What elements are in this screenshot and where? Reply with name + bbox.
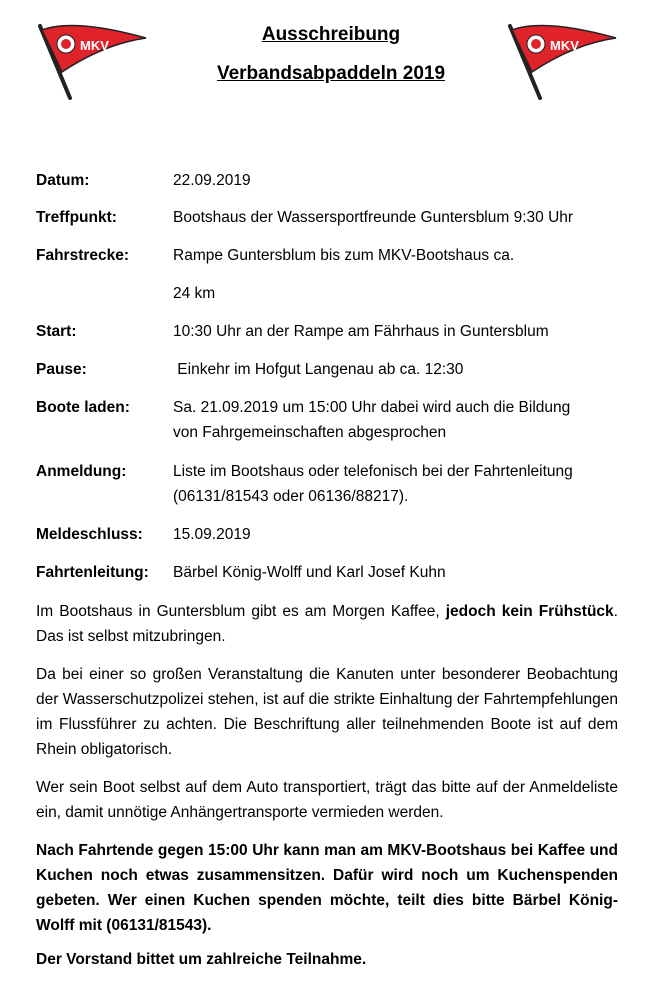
detail-label: Treffpunkt: [36,209,117,226]
detail-label: Fahrstrecke: [36,247,130,264]
detail-value: Sa. 21.09.2019 um 15:00 Uhr dabei wird auch die Bildung [173,399,571,416]
detail-label: Boote laden: [36,399,130,416]
detail-value-cont: (06131/81543 oder 06136/88217). [173,488,409,505]
detail-label: Fahrtenleitung: [36,564,149,581]
document-title: Ausschreibung [261,24,401,45]
detail-value: Bärbel König-Wolff und Karl Josef Kuhn [173,564,446,581]
paragraph-closing: Der Vorstand bittet um zahlreiche Teilnahme. [36,951,367,968]
flag-text-right: MKV [550,38,579,53]
detail-label: Start: [36,323,77,340]
detail-value: Bootshaus der Wassersportfreunde Guntersblum 9:30 Uhr [173,209,574,226]
detail-label: Datum: [36,172,90,189]
detail-value: Einkehr im Hofgut Langenau ab ca. 12:30 [173,361,464,378]
detail-value: 10:30 Uhr an der Rampe am Fährhaus in Guntersblum [173,323,549,340]
detail-label: Pause: [36,361,87,378]
detail-label: Meldeschluss: [36,526,143,543]
detail-value-cont: von Fahrgemeinschaften abgesprochen [173,424,447,441]
paragraph-text: Im Bootshaus in Guntersblum gibt es am Morgen Kaffee, [36,603,446,620]
paragraph-transport: Wer sein Boot selbst auf dem Auto transportiert, trägt das bitte auf der Anmeldeliste ein, damit unnötige Anhängertransporte vermieden werden. [36,779,618,821]
paragraph-cake: Nach Fahrtende gegen 15:00 Uhr kann man am MKV-Bootshaus bei Kaffee und Kuchen noch etwas zusammensitzen. Dafür wird noch um Kuchenspenden gebeten. Wer einen Kuchen spenden möchte, teilt dies bitte Bärbel König-Wolff mit (06131/81543). [36,842,618,934]
paragraph-safety: Da bei einer so großen Veranstaltung die Kanuten unter besonderer Beobachtung der Wasserschutzpolizei stehen, ist auf die strikte Einhaltung der Fahrtempfehlungen im Flussführer zu achten. Die Beschriftung aller teilnehmenden Boote ist auf dem Rhein obligatorisch. [36,666,618,758]
flag-text-left: MKV [80,38,109,53]
detail-value: 15.09.2019 [173,526,251,543]
detail-value: Rampe Guntersblum bis zum MKV-Bootshaus ca. [173,247,515,264]
detail-value: 22.09.2019 [173,172,251,189]
detail-value-cont: 24 km [173,285,216,302]
paragraph-bold-text: jedoch kein Frühstück [445,603,614,620]
document-subtitle: Verbandsabpaddeln 2019 [216,63,446,84]
paragraph-breakfast [36,599,618,649]
detail-value: Liste im Bootshaus oder telefonisch bei der Fahrtenleitung [173,463,573,480]
paragraph-text-end: . Das ist selbst mitzubringen. [36,603,618,645]
detail-label: Anmeldung: [36,463,127,480]
